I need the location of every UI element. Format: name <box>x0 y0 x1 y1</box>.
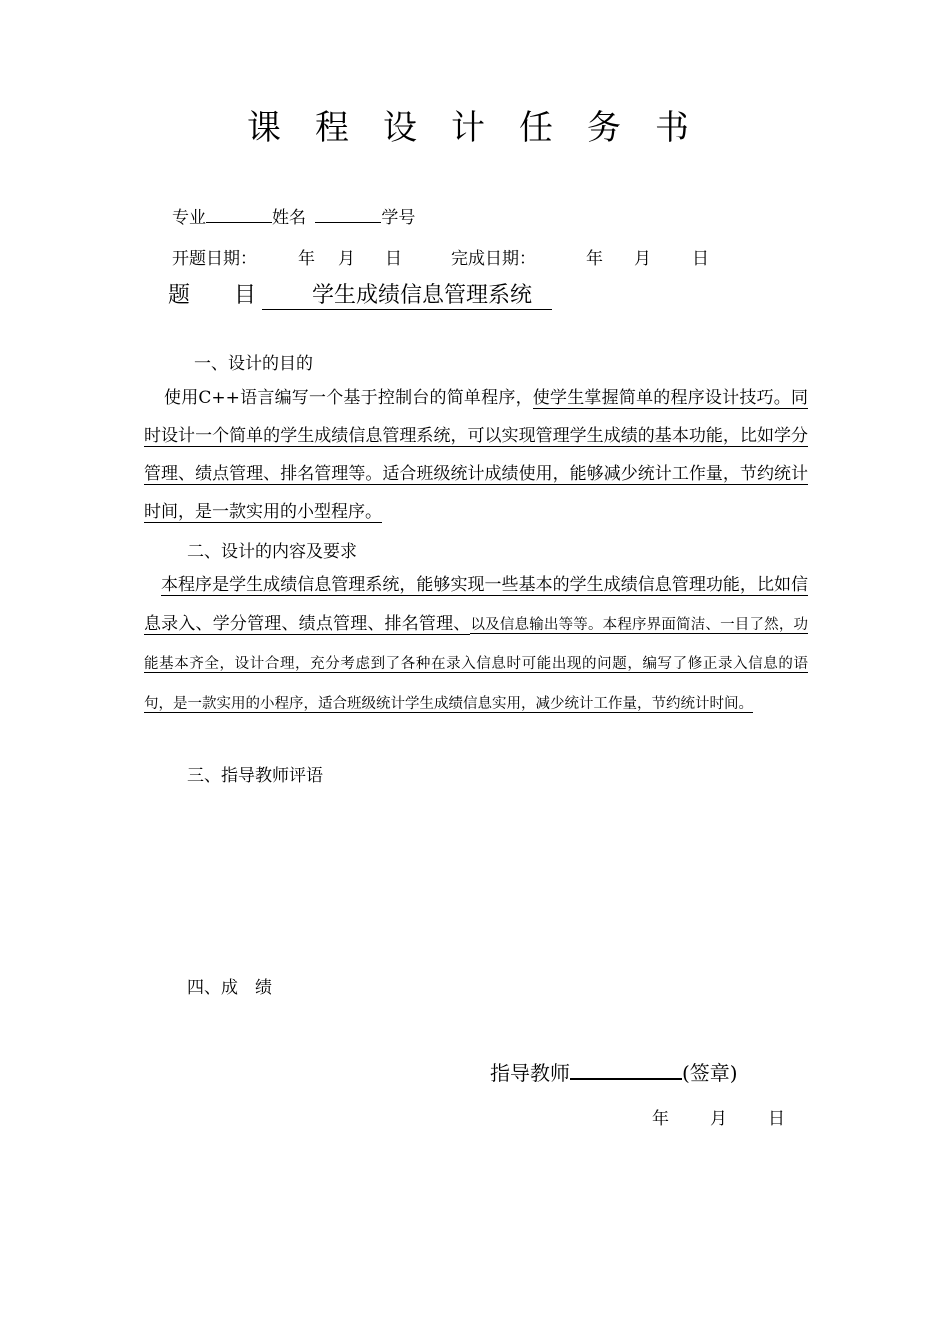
end-day: 日 <box>692 249 709 269</box>
topic-value: 学生成绩信息管理系统 <box>262 278 552 310</box>
end-month: 月 <box>634 249 651 269</box>
section2-paragraph <box>144 566 808 723</box>
section2-heading: 二、设计的内容及要求 <box>187 542 357 562</box>
start-date-label: 开题日期： <box>172 249 257 269</box>
section2-text-large: 本程序是学生成绩信息管理系统，能够实现一些基本的学生成绩信息管理功能，比如信息录入、学分管理、绩点管理、排名管理、 <box>144 575 808 634</box>
topic-label: 题 目 <box>168 283 257 308</box>
major-blank[interactable] <box>206 204 272 223</box>
start-day: 日 <box>385 249 402 269</box>
end-date-label: 完成日期： <box>451 249 536 269</box>
signature-month: 月 <box>710 1109 727 1129</box>
signature-label: 指导教师 <box>490 1061 570 1085</box>
teacher-comment-area[interactable] <box>144 795 808 945</box>
section1-text-b: 使学生掌握简单的程序设计技巧。同时设计一个简单的学生成绩信息管理系统，可以实现管理学生成绩的基本功能，比如学分管理、绩点管理、排名管理等。适合班级统计成绩使用，能够减少统计工作量，节约统计时间，是一款实用的小型程序。 <box>144 388 808 522</box>
name-label: 姓名 <box>272 208 306 228</box>
section4-heading: 四、成 绩 <box>187 978 272 998</box>
name-blank[interactable] <box>315 204 381 223</box>
section2-text-small: 以及信息输出等等。本程序界面简洁、一目了然，功能基本齐全，设计合理，充分考虑到了各种在录入信息时可能出现的问题，编写了修正录入信息的语句，是一款实用的小程序，适合班级统计学生成绩信息实用，减少统计工作量，节约统计时间。 <box>144 616 809 712</box>
student-id-label: 学号 <box>381 208 416 228</box>
signature-blank[interactable] <box>570 1056 682 1080</box>
signature-day: 日 <box>768 1109 785 1129</box>
section3-heading: 三、指导教师评语 <box>187 766 323 786</box>
topic-row <box>168 278 552 310</box>
start-year: 年 <box>298 249 315 269</box>
page-title: 课程设计任务书 <box>247 108 723 148</box>
section1-text-a: 使用C++语言编写一个基于控制台的简单程序， <box>164 388 533 408</box>
signature-row <box>490 1056 738 1086</box>
signature-suffix: (签章) <box>682 1061 738 1085</box>
section1-paragraph <box>144 379 808 531</box>
end-year: 年 <box>586 249 603 269</box>
start-month: 月 <box>338 249 355 269</box>
student-info-row <box>172 203 415 228</box>
section1-heading: 一、设计的目的 <box>194 354 313 374</box>
signature-year: 年 <box>652 1109 669 1129</box>
major-label: 专业 <box>172 208 206 228</box>
